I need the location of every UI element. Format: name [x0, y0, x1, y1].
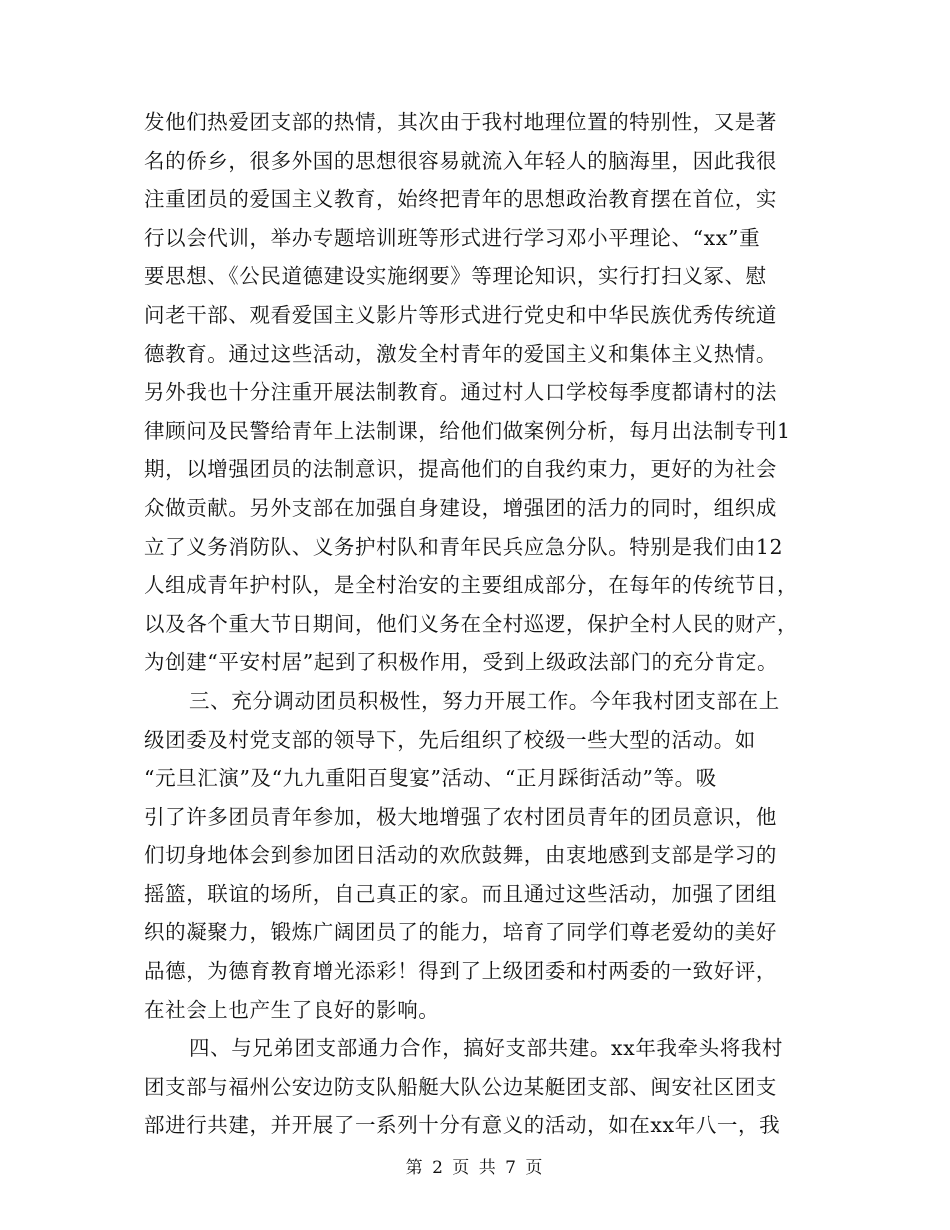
text-line: 织的凝聚力，锻炼广阔团员了的能力，培育了同学们尊老爱幼的美好	[144, 920, 777, 945]
text-line: 立了义务消防队、义务护村队和青年民兵应急分队。特别是我们由12	[144, 534, 784, 559]
text-line: 发他们热爱团支部的热情，其次由于我村地理位置的特别性，又是著	[144, 110, 777, 134]
text-line: 行以会代训，举办专题培训班等形式进行学习邓小平理论、“xx”重	[144, 225, 761, 250]
text-line: 以及各个重大节日期间，他们义务在全村巡逻，保护全村人民的财产，	[144, 611, 799, 636]
paragraph-start: 三、充分调动团员积极性，努力开展工作。今年我村团支部在上	[189, 688, 780, 713]
text-line: 级团委及村党支部的领导下，先后组织了校级一些大型的活动。如	[144, 727, 756, 752]
body-text	[144, 103, 812, 1145]
text-line: 注重团员的爱国主义教育，始终把青年的思想政治教育摆在首位，实	[144, 187, 777, 212]
paragraph-start: 四、与兄弟团支部通力合作，搞好支部共建。xx年我牵头将我村	[189, 1036, 784, 1061]
page-number: 第 2 页 共 7 页	[405, 1158, 545, 1178]
text-line: 期，以增强团员的法制意识，提高他们的自我约束力，更好的为社会	[144, 457, 777, 482]
text-line: 引了许多团员青年参加，极大地增强了农村团员青年的团员意识，他	[144, 804, 777, 829]
text-line: 为创建“平安村居”起到了积极作用，受到上级政法部门的充分肯定。	[144, 650, 779, 675]
text-line: 问老干部、观看爱国主义影片等形式进行党史和中华民族优秀传统道	[144, 302, 777, 327]
text-line: 要思想、《公民道德建设实施纲要》等理论知识，实行打扫义冢、慰	[144, 264, 767, 289]
text-line: 摇篮，联谊的场所，自己真正的家。而且通过这些活动，加强了团组	[144, 881, 777, 906]
text-line: 在社会上也产生了良好的影响。	[144, 997, 440, 1022]
text-line: 品德，为德育教育增光添彩！得到了上级团委和村两委的一致好评，	[144, 959, 777, 984]
text-line: 部进行共建，并开展了一系列十分有意义的活动，如在xx年八一，我	[144, 1113, 781, 1138]
text-line: 另外我也十分注重开展法制教育。通过村人口学校每季度都请村的法	[144, 380, 777, 405]
text-line: 律顾问及民警给青年上法制课，给他们做案例分析，每月出法制专刊1	[144, 418, 791, 443]
text-line: 众做贡献。另外支部在加强自身建设，增强团的活力的同时，组织成	[144, 495, 777, 520]
text-line: “元旦汇演”及“九九重阳百叟宴”活动、“正月踩街活动”等。吸	[144, 766, 717, 791]
text-line: 们切身地体会到参加团日活动的欢欣鼓舞，由衷地感到支部是学习的	[144, 843, 777, 868]
text-line: 德教育。通过这些活动，激发全村青年的爱国主义和集体主义热情。	[144, 341, 777, 366]
text-line: 人组成青年护村队，是全村治安的主要组成部分，在每年的传统节日，	[144, 573, 799, 598]
text-line: 团支部与福州公安边防支队船艇大队公边某艇团支部、闽安社区团支	[144, 1074, 777, 1099]
text-line: 名的侨乡，很多外国的思想很容易就流入年轻人的脑海里，因此我很	[144, 148, 777, 173]
